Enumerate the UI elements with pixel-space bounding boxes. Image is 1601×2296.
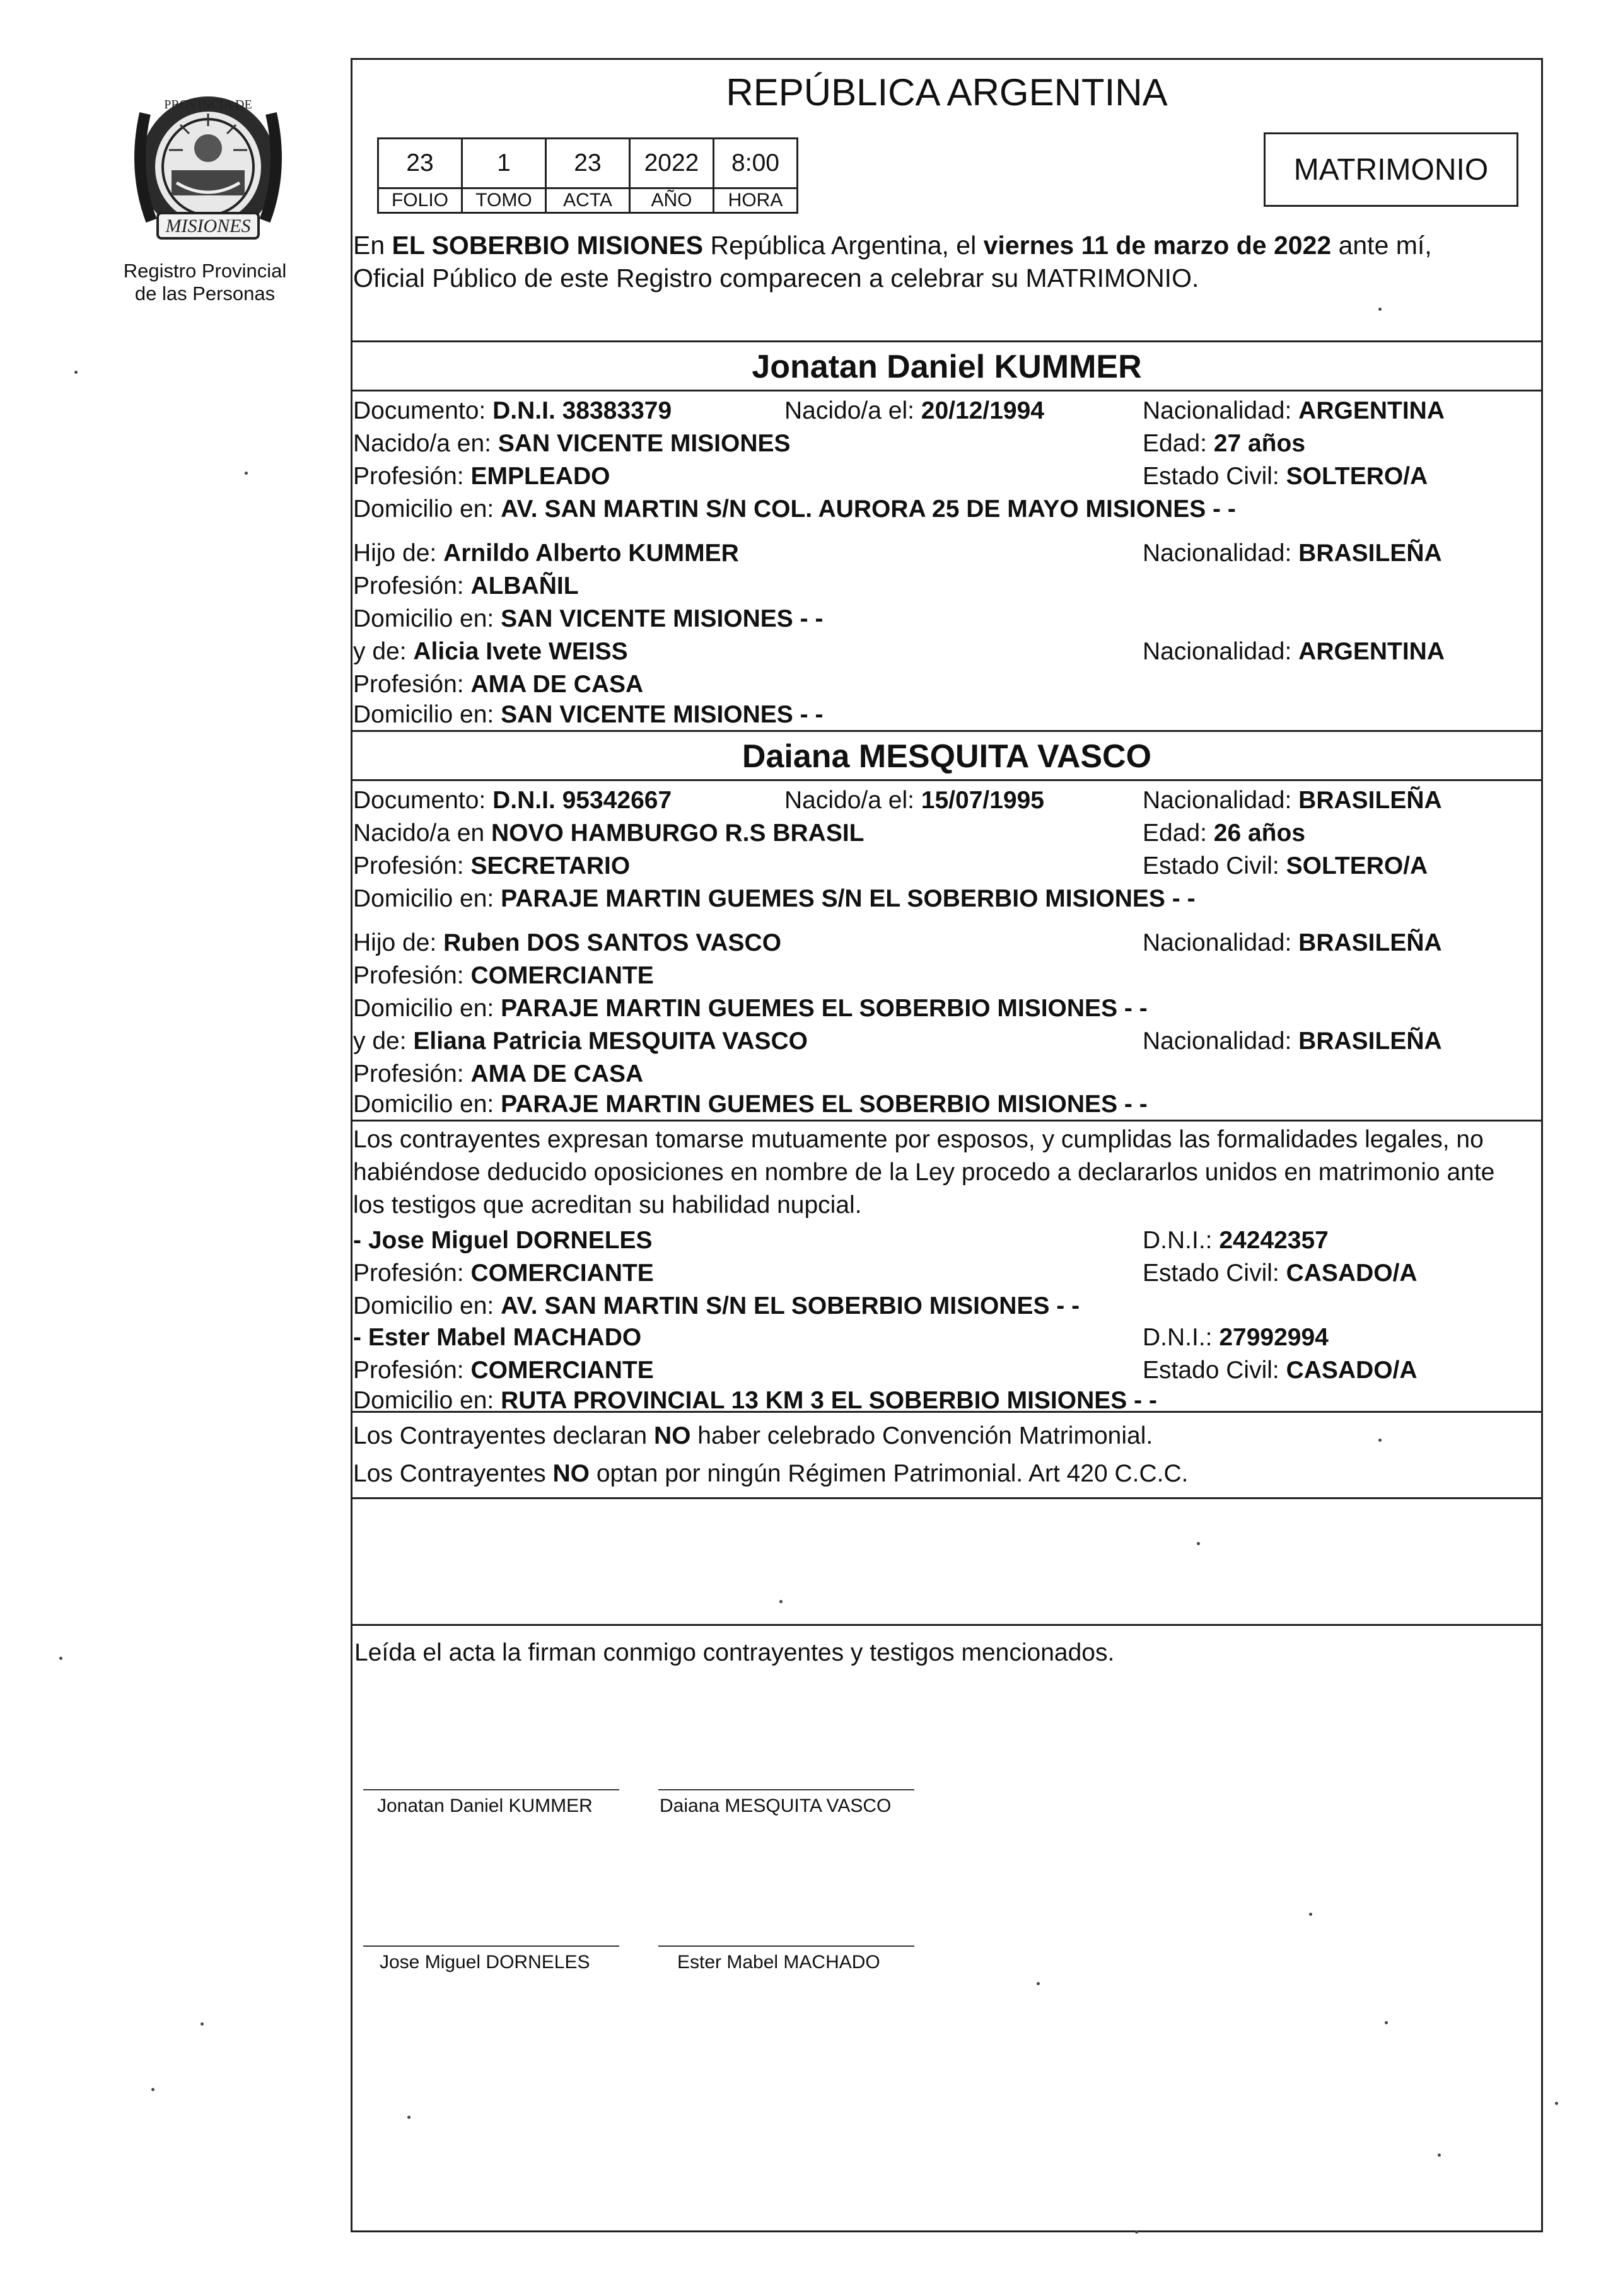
value: D.N.I. 95342667: [492, 787, 672, 814]
label: Nacionalidad:: [1143, 397, 1299, 424]
declaration-line2: habiéndose deducido oposiciones en nombre de la Ley procedo a declararlos unidos en matrimonio ante: [353, 1159, 1495, 1186]
spouse2-profession: [353, 852, 630, 881]
spouse2-document: [353, 786, 672, 815]
signature-line: [658, 1789, 914, 1790]
folio-value: 23: [378, 139, 462, 188]
label: Profesión:: [353, 962, 471, 989]
label: Profesión:: [353, 852, 471, 879]
witness2-civil-status: [1143, 1356, 1418, 1385]
spouse1-father-profession: [353, 572, 579, 601]
value: SAN VICENTE MISIONES - -: [501, 701, 824, 728]
spouse1-age: [1143, 429, 1305, 458]
label: Nacionalidad:: [1143, 787, 1299, 814]
spouse1-father: [353, 539, 739, 568]
label: Nacido/a en:: [353, 430, 498, 457]
value: 27 años: [1213, 430, 1306, 457]
convention-line2: [353, 1459, 1189, 1488]
label: Domicilio en:: [353, 885, 501, 912]
label: Profesión:: [353, 671, 471, 698]
spouse2-father-nationality: [1143, 929, 1442, 958]
label: Nacionalidad:: [1143, 638, 1299, 665]
label: Estado Civil:: [1143, 1260, 1286, 1287]
intro-line1: [353, 231, 1432, 260]
value: RUTA PROVINCIAL 13 KM 3 EL SOBERBIO MISIONES - -: [501, 1387, 1157, 1414]
signature-line: [363, 1789, 619, 1790]
divider: [351, 730, 1543, 732]
label: Edad:: [1143, 820, 1214, 847]
label: Nacionalidad:: [1143, 540, 1299, 567]
spouse2-mother-profession: [353, 1060, 643, 1089]
divider: [351, 1624, 1543, 1626]
svg-text:MISIONES: MISIONES: [165, 216, 251, 236]
hour-value: 8:00: [714, 139, 798, 188]
label: Hijo de:: [353, 540, 444, 567]
acta-value: 23: [546, 139, 630, 188]
witness2-address: [353, 1386, 1157, 1415]
scan-speck: [151, 2088, 154, 2091]
value: 24242357: [1219, 1227, 1329, 1254]
label: Nacionalidad:: [1143, 929, 1299, 956]
label: Domicilio en:: [353, 1387, 501, 1414]
value: Ruben DOS SANTOS VASCO: [443, 929, 782, 956]
scan-speck: [59, 1657, 62, 1660]
label: Domicilio en:: [353, 1292, 501, 1319]
label: Domicilio en:: [353, 1091, 501, 1118]
witness2-dni: [1143, 1323, 1329, 1352]
spouse1-name: Jonatan Daniel KUMMER: [752, 349, 1142, 385]
spouse1-mother-profession: [353, 670, 643, 699]
label: Nacido/a el:: [784, 787, 921, 814]
spouse1-document: [353, 397, 672, 426]
intro-line2: Oficial Público de este Registro comparecen a celebrar su MATRIMONIO.: [353, 264, 1199, 293]
text: optan por ningún Régimen Patrimonial. Art 420 C.C.C.: [590, 1460, 1189, 1487]
value: SAN VICENTE MISIONES - -: [501, 605, 824, 632]
signature-name-spouse2: Daiana MESQUITA VASCO: [660, 1795, 892, 1816]
value: Arnildo Alberto KUMMER: [443, 540, 739, 567]
value: 20/12/1994: [921, 397, 1044, 424]
value: PARAJE MARTIN GUEMES EL SOBERBIO MISIONES - -: [501, 995, 1148, 1022]
label: Documento:: [353, 787, 493, 814]
label: Estado Civil:: [1143, 1357, 1286, 1384]
label: Hijo de:: [353, 929, 444, 956]
signature-name-spouse1: Jonatan Daniel KUMMER: [377, 1795, 593, 1816]
value: SOLTERO/A: [1286, 463, 1428, 490]
province-seal: [126, 88, 290, 252]
witness1-dni: [1143, 1226, 1329, 1255]
spouse2-father-profession: [353, 961, 654, 990]
value: Eliana Patricia MESQUITA VASCO: [413, 1028, 808, 1055]
scan-speck: [1438, 2154, 1441, 2157]
svg-text:PROVINCIA DE: PROVINCIA DE: [164, 98, 252, 112]
folio-label: FOLIO: [378, 188, 462, 213]
intro-place: EL SOBERBIO MISIONES: [392, 231, 704, 260]
scan-speck: [1378, 1439, 1382, 1442]
registry-caption-line2: de las Personas: [134, 282, 276, 304]
label: Nacido/a el:: [784, 397, 921, 424]
convention-line1: [353, 1422, 1153, 1451]
witness1-profession: [353, 1259, 654, 1288]
scan-speck: [1197, 1542, 1200, 1545]
witness1-name: - Jose Miguel DORNELES: [353, 1227, 653, 1254]
emphasis: NO: [552, 1460, 590, 1487]
scan-speck: [1378, 308, 1382, 311]
tomo-label: TOMO: [462, 188, 546, 213]
value: BRASILEÑA: [1298, 787, 1442, 814]
label: Estado Civil:: [1143, 463, 1286, 490]
value: ARGENTINA: [1298, 397, 1445, 424]
value: Alicia Ivete WEISS: [413, 638, 628, 665]
label: Edad:: [1143, 430, 1214, 457]
label: Profesión:: [353, 463, 471, 490]
spouse1-profession: [353, 462, 610, 491]
scan-speck: [74, 371, 78, 374]
acta-label: ACTA: [546, 188, 630, 213]
value: 15/07/1995: [921, 787, 1044, 814]
act-type-box: MATRIMONIO: [1264, 132, 1518, 207]
label: Profesión:: [353, 1060, 471, 1087]
spouse2-father: [353, 929, 781, 958]
value: SOLTERO/A: [1286, 852, 1428, 879]
value: COMERCIANTE: [470, 1260, 654, 1287]
spouse1-civil-status: [1143, 462, 1428, 491]
value: SECRETARIO: [470, 852, 631, 879]
year-label: AÑO: [630, 188, 714, 213]
value: 27992994: [1219, 1324, 1329, 1351]
text: Los Contrayentes: [353, 1460, 553, 1487]
scan-speck: [1385, 2021, 1388, 2024]
label: Profesión:: [353, 1260, 471, 1287]
label: Estado Civil:: [1143, 852, 1286, 879]
label: y de:: [353, 1028, 414, 1055]
divider: [351, 1120, 1543, 1122]
spouse2-mother-nationality: [1143, 1027, 1442, 1056]
scan-speck: [245, 472, 248, 475]
label: D.N.I.:: [1143, 1324, 1220, 1351]
witness1-civil-status: [1143, 1259, 1418, 1288]
value: AMA DE CASA: [470, 1060, 644, 1087]
record-number-table: [377, 137, 798, 214]
signature-line: [363, 1945, 619, 1947]
label: Domicilio en:: [353, 701, 501, 728]
spouse2-civil-status: [1143, 852, 1428, 881]
value: PARAJE MARTIN GUEMES S/N EL SOBERBIO MISIONES - -: [501, 885, 1196, 912]
spouse2-name: Daiana MESQUITA VASCO: [742, 738, 1152, 775]
label: Nacido/a en: [353, 820, 491, 847]
value: COMERCIANTE: [470, 1357, 654, 1384]
divider: [351, 390, 1543, 391]
value: CASADO/A: [1286, 1357, 1418, 1384]
spouse2-birth-date: [784, 786, 1044, 815]
spouse2-mother-address: [353, 1090, 1148, 1119]
intro-date: viernes 11 de marzo de 2022: [983, 231, 1332, 260]
value: SAN VICENTE MISIONES: [498, 430, 791, 457]
intro-text: En: [353, 231, 392, 260]
intro-text: ante mí,: [1331, 231, 1432, 260]
text: haber celebrado Convención Matrimonial.: [690, 1422, 1153, 1449]
label: D.N.I.:: [1143, 1227, 1220, 1254]
value: CASADO/A: [1286, 1260, 1418, 1287]
spouse1-father-nationality: [1143, 539, 1442, 568]
spouse2-nationality: [1143, 786, 1442, 815]
witness2-profession: [353, 1356, 654, 1385]
divider: [351, 1497, 1543, 1499]
scan-speck: [201, 2022, 204, 2026]
scan-speck: [1555, 2102, 1558, 2105]
declaration-line1: Los contrayentes expresan tomarse mutuamente por esposos, y cumplidas las formalidades legales, no: [353, 1126, 1484, 1153]
scan-speck: [779, 1600, 783, 1603]
spouse2-birth-place: [353, 819, 865, 848]
value: BRASILEÑA: [1298, 540, 1442, 567]
label: Domicilio en:: [353, 605, 501, 632]
intro-text: República Argentina, el: [703, 231, 984, 260]
spouse1-birth-date: [784, 397, 1044, 426]
value: PARAJE MARTIN GUEMES EL SOBERBIO MISIONES - -: [501, 1091, 1148, 1118]
emphasis: NO: [653, 1422, 691, 1449]
value: COMERCIANTE: [470, 962, 654, 989]
closing-text: Leída el acta la firman conmigo contrayentes y testigos mencionados.: [354, 1639, 1115, 1666]
value: ALBAÑIL: [470, 572, 579, 600]
value: AV. SAN MARTIN S/N COL. AURORA 25 DE MAYO MISIONES - -: [501, 496, 1236, 523]
spouse2-father-address: [353, 994, 1148, 1023]
value: NOVO HAMBURGO R.S BRASIL: [491, 820, 865, 847]
spouse1-address: [353, 495, 1236, 524]
value: ARGENTINA: [1298, 638, 1445, 665]
declaration-line3: los testigos que acreditan su habilidad nupcial.: [353, 1191, 862, 1219]
label: Domicilio en:: [353, 995, 501, 1022]
signature-name-witness1: Jose Miguel DORNELES: [380, 1952, 590, 1973]
scan-speck: [1309, 1913, 1312, 1916]
label: Profesión:: [353, 572, 471, 600]
value: BRASILEÑA: [1298, 929, 1442, 956]
spouse1-nationality: [1143, 397, 1445, 426]
signature-line: [658, 1945, 914, 1947]
signature-name-witness2: Ester Mabel MACHADO: [677, 1952, 880, 1973]
spouse1-birth-place: [353, 429, 791, 458]
scan-speck: [1037, 1982, 1040, 1985]
label: Nacionalidad:: [1143, 1028, 1299, 1055]
scan-speck: [1135, 2230, 1138, 2234]
divider: [351, 340, 1543, 342]
value: 26 años: [1213, 820, 1306, 847]
value: AV. SAN MARTIN S/N EL SOBERBIO MISIONES - -: [501, 1292, 1080, 1319]
text: Los Contrayentes declaran: [353, 1422, 654, 1449]
hour-label: HORA: [714, 188, 798, 213]
witness1-address: [353, 1292, 1080, 1321]
divider: [351, 779, 1543, 781]
label: Profesión:: [353, 1357, 471, 1384]
value: BRASILEÑA: [1298, 1028, 1442, 1055]
value: D.N.I. 38383379: [492, 397, 672, 424]
spouse2-address: [353, 884, 1196, 913]
witness2-name: - Ester Mabel MACHADO: [353, 1324, 642, 1351]
value: AMA DE CASA: [470, 671, 644, 698]
spouse2-mother: [353, 1027, 808, 1056]
spouse1-mother: [353, 637, 628, 666]
spouse1-mother-address: [353, 700, 823, 729]
registry-caption-line1: Registro Provincial: [123, 260, 287, 282]
spouse1-father-address: [353, 605, 823, 634]
spouse2-age: [1143, 819, 1305, 848]
value: EMPLEADO: [470, 463, 610, 490]
label: Documento:: [353, 397, 493, 424]
year-value: 2022: [630, 139, 714, 188]
tomo-value: 1: [462, 139, 546, 188]
spouse1-mother-nationality: [1143, 637, 1445, 666]
country-title: REPÚBLICA ARGENTINA: [726, 71, 1168, 113]
scan-speck: [407, 2116, 410, 2119]
label: Domicilio en:: [353, 496, 501, 523]
label: y de:: [353, 638, 414, 665]
